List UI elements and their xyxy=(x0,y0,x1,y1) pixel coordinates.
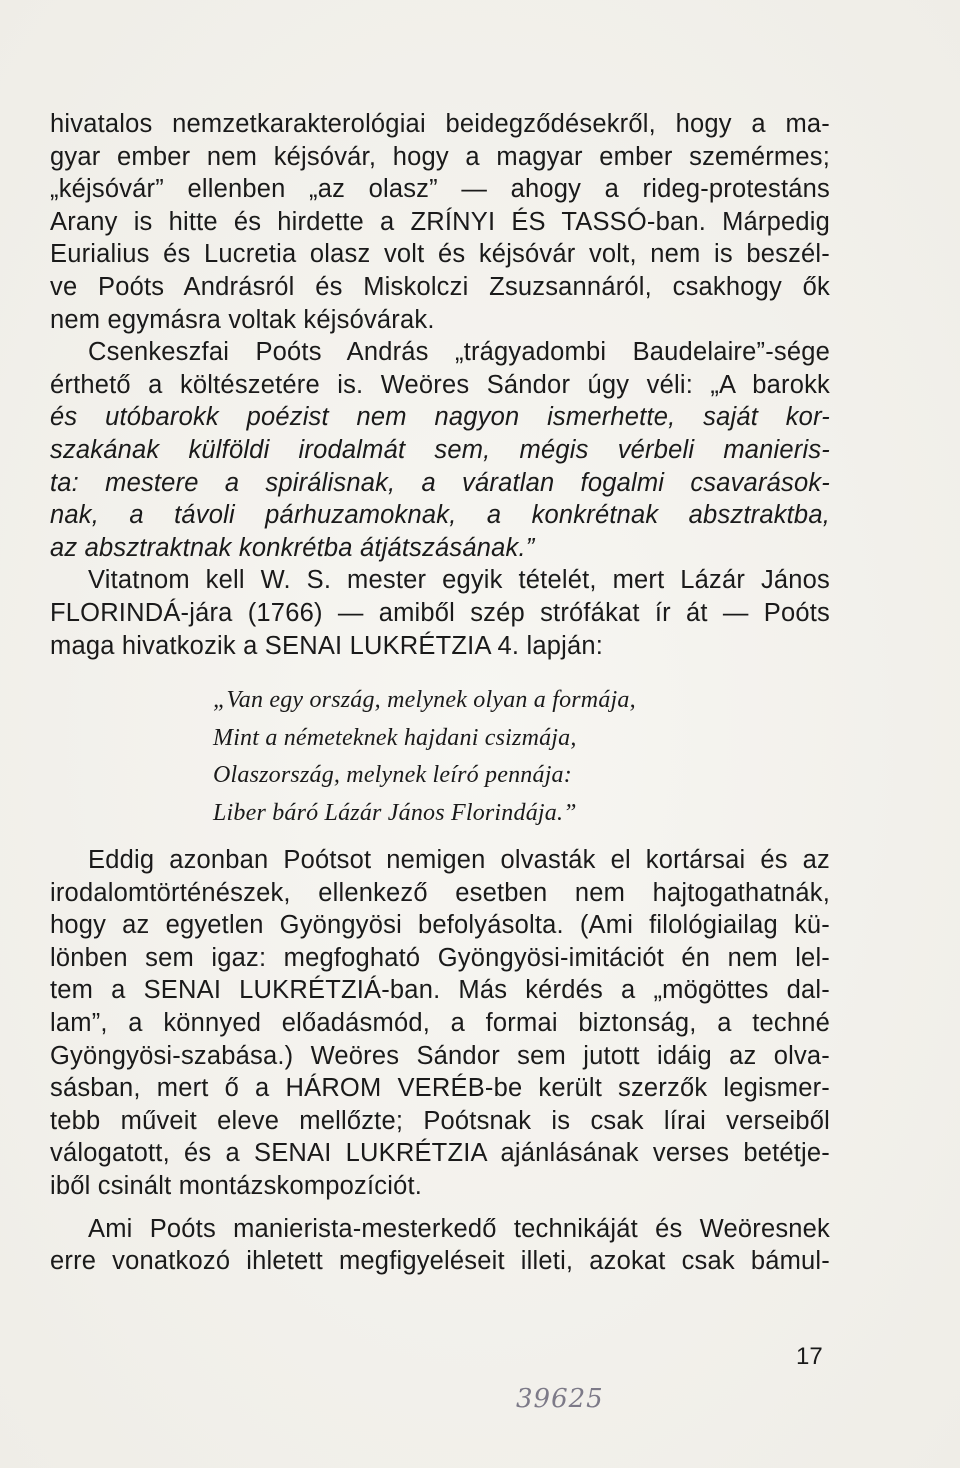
text-line: erre vonatkozó ihletett megfigyeléseit illeti, azokat csak bámul- xyxy=(50,1247,830,1276)
text-line: Csenkeszfai Poóts András „trágyadombi Baudelaire”-sége xyxy=(88,338,830,367)
text-line: válogatott, és a SENAI LUKRÉTZIA ajánlásának verses betétje- xyxy=(50,1139,830,1168)
verse-line: Liber báró Lázár János Florindája.” xyxy=(213,799,577,826)
text-line: szakának külföldi irodalmát sem, mégis vérbeli manieris- xyxy=(50,435,830,464)
text-line: Arany is hitte és hirdette a ZRÍNYI ÉS TASSÓ-ban. Márpedig xyxy=(50,207,830,236)
text-line: „kéjsóvár” ellenben „az olasz” — ahogy a rideg-protestáns xyxy=(50,175,830,204)
text-line: az absztraktnak konkrétba átjátszásának.” xyxy=(50,533,535,562)
text-line: nak, a távoli párhuzamoknak, a konkrétnak absztraktba, xyxy=(50,501,830,530)
text-line: Gyöngyösi-szabása.) Weöres Sándor sem jutott idáig az olva- xyxy=(50,1041,830,1070)
verse-quote xyxy=(50,682,830,832)
text-line: tem a SENAI LUKRÉTZIÁ-ban. Más kérdés a „mögöttes dal- xyxy=(50,976,830,1005)
text-line: Eddig azonban Poótsot nemigen olvasták el kortársai és az xyxy=(88,846,830,875)
text-line: maga hivatkozik a SENAI LUKRÉTZIA 4. lapján: xyxy=(50,631,604,660)
text-line: gyar ember nem kéjsóvár, hogy a magyar ember szemérmes; xyxy=(50,142,830,171)
text-line: Ami Poóts manierista-mesterkedő technikáját és Weöresnek xyxy=(88,1214,830,1243)
text-line: hogy az egyetlen Gyöngyösi befolyásolta. (Ami filológiailag kü- xyxy=(50,911,830,940)
text-line: érthető a költészetére is. Weöres Sándor úgy véli: „A barokk xyxy=(50,370,830,399)
paragraph-5 xyxy=(50,1213,830,1278)
text-line: Eurialius és Lucretia olasz volt és kéjsóvár volt, nem is beszél- xyxy=(50,240,830,269)
paragraph-2 xyxy=(50,336,830,564)
text-line: lönben sem igaz: megfogható Gyöngyösi-imitációt én nem lel- xyxy=(50,943,830,972)
text-line: iből csinált montázskompozíciót. xyxy=(50,1172,423,1201)
body-text xyxy=(50,108,830,1278)
text-line: ve Poóts Andrásról és Miskolczi Zsuzsannáról, csakhogy ők xyxy=(50,272,830,301)
text-line: tebb műveit eleve mellőzte; Poótsnak is csak lírai verseiből xyxy=(50,1106,830,1135)
text-line: hivatalos nemzetkarakterológiai beidegződésekről, hogy a ma- xyxy=(50,110,830,138)
verse-line: Mint a németeknek hajdani csizmája, xyxy=(213,724,577,751)
text-line: FLORINDÁ-jára (1766) — amiből szép strófákat ír át — Poóts xyxy=(50,598,830,627)
text-line: irodalomtörténészek, ellenkező esetben nem hajtogathatnák, xyxy=(50,878,830,907)
paragraph-1 xyxy=(50,108,830,336)
text-line: Vitatnom kell W. S. mester egyik tételét, mert Lázár János xyxy=(88,566,830,595)
paragraph-4 xyxy=(50,844,830,1203)
verse-line: Olaszország, melynek leíró pennája: xyxy=(213,762,572,789)
text-line: nem egymásra voltak kéjsóvárak. xyxy=(50,305,435,334)
paragraph-3 xyxy=(50,564,830,662)
text-line: ta: mestere a spirálisnak, a váratlan fogalmi csavarások- xyxy=(50,468,830,497)
text-line: sásban, mert ő a HÁROM VERÉB-be került szerzők legismer- xyxy=(50,1074,830,1103)
text-line: és utóbarokk poézist nem nagyon ismerhette, saját kor- xyxy=(50,403,830,432)
handwritten-inventory-number: 39625 xyxy=(516,1384,604,1414)
verse-line: „Van egy ország, melynek olyan a formája, xyxy=(213,687,636,714)
text-line: lam”, a könnyed előadásmód, a formai biztonság, a techné xyxy=(50,1009,830,1038)
page-number: 17 xyxy=(796,1343,823,1370)
